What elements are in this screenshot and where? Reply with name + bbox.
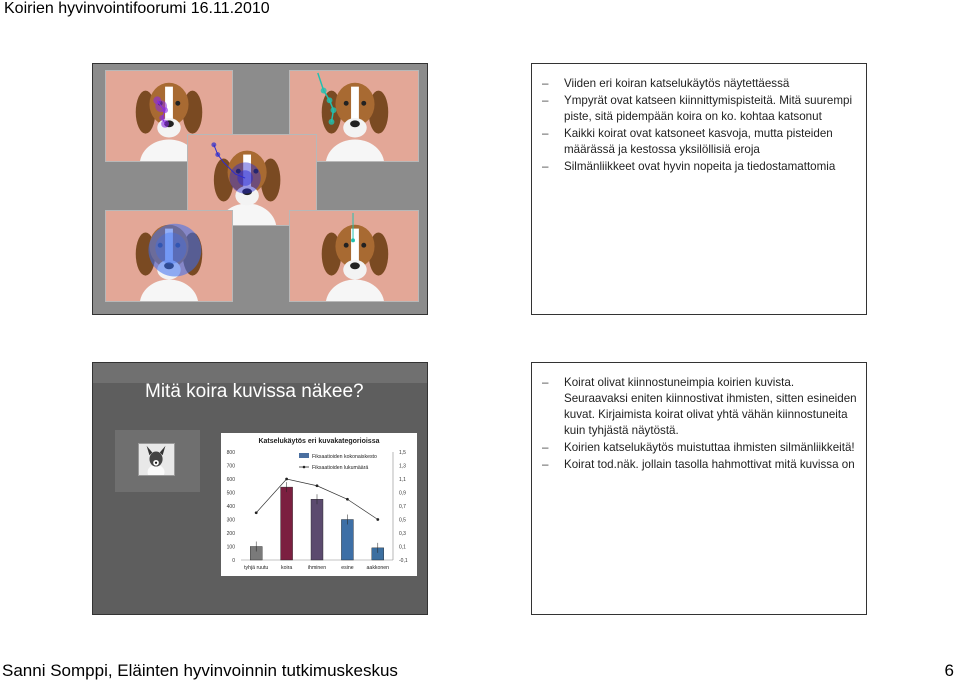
bullet-item: – Ympyrät ovat katseen kiinnittymispisteitä. Mitä suurempi piste, sitä pidempään koira on ko. kohtaa katsonut — [540, 93, 858, 125]
y-left-tick-label: 300 — [226, 517, 235, 524]
y-right-tick-label: 0,1 — [399, 544, 406, 551]
dog-thumbnail — [138, 443, 175, 476]
x-tick-label: koira — [280, 565, 293, 571]
title-banner — [93, 363, 427, 383]
bullet-list — [540, 76, 858, 176]
x-tick-label: aakkonen — [366, 565, 390, 571]
slide-what-dog-sees — [92, 362, 428, 615]
line-point — [285, 478, 288, 481]
legend-marker — [303, 466, 306, 469]
beagle-illustration — [106, 211, 232, 301]
bullet-item: – Kaikki koirat ovat katsoneet kasvoja, mutta pisteiden määrässä ja kestossa yksilöllisiä eroja — [540, 126, 858, 158]
y-left-tick-label: 600 — [226, 477, 235, 483]
y-left-tick-label: 0 — [232, 558, 235, 564]
page-number: 6 — [944, 661, 954, 680]
bar-esine — [341, 520, 353, 561]
chart-container — [221, 433, 417, 576]
dog-photo-4 — [105, 210, 233, 302]
y-right-tick-label: 1,5 — [399, 450, 406, 456]
y-right-tick-label: 1,3 — [399, 463, 406, 470]
slide-eye-tracking-text — [531, 63, 867, 315]
y-right-tick-label: 1,1 — [399, 477, 406, 483]
y-left-tick-label: 200 — [226, 531, 235, 537]
y-left-tick-label: 100 — [226, 544, 235, 551]
y-right-tick-label: 0,7 — [399, 504, 406, 510]
y-left-tick-label: 400 — [226, 504, 235, 510]
chart-title: Katselukäytös eri kuvakategorioissa — [258, 438, 380, 445]
bullet-item: – Koirien katselukäytös muistuttaa ihmisten silmänliikkeitä! — [540, 440, 858, 456]
dog-thumbnail-image — [139, 444, 174, 475]
bar-ihminen — [311, 499, 323, 560]
beagle-illustration — [290, 211, 418, 301]
line-point — [346, 498, 349, 501]
bullet-item: – Viiden eri koiran katselukäytös näytettäessä — [540, 76, 858, 92]
slide-conclusions — [531, 362, 867, 615]
bar-koira — [281, 487, 293, 560]
y-right-tick-label: 0,9 — [399, 490, 406, 497]
y-left-tick-label: 700 — [226, 463, 235, 470]
y-left-tick-label: 800 — [226, 450, 235, 456]
y-right-tick-label: 0,5 — [399, 517, 406, 524]
y-right-tick-label: -0,1 — [399, 558, 408, 564]
line-point — [316, 484, 319, 487]
slide-title: Mitä koira kuvissa näkee? — [145, 381, 364, 402]
bullet-item: – Silmänliikkeet ovat hyvin nopeita ja tiedostamattomia — [540, 159, 858, 175]
bullet-item: – Koirat olivat kiinnostuneimpia koirien kuvista. Seuraavaksi eniten kiinnostivat ihmisten, sitten esineiden kuvat. Kirjaimista koirat olivat yhtä vähän kiinnostuneita kuin tyhjästä näytöstä. — [540, 375, 858, 439]
legend-label: Fiksaatioiden kokonaiskesto — [312, 454, 377, 460]
legend-swatch-bar — [299, 453, 309, 458]
bullet-list — [540, 375, 858, 474]
line-point — [255, 511, 258, 514]
x-tick-label: ihminen — [307, 565, 327, 571]
y-right-tick-label: 0,3 — [399, 531, 406, 537]
x-tick-label: tyhjä ruutu — [244, 565, 269, 571]
dog-photo-5 — [289, 210, 419, 302]
document-header: Koirien hyvinvointifoorumi 16.11.2010 — [4, 0, 270, 17]
legend-label: Fiksaatioiden lukumäärä — [312, 465, 369, 471]
viewing-behaviour-chart — [221, 433, 417, 576]
line-point — [376, 518, 379, 521]
x-tick-label: esine — [341, 565, 354, 571]
document-footer: Sanni Somppi, Eläinten hyvinvoinnin tutkimuskeskus — [2, 661, 398, 680]
bullet-item: – Koirat tod.näk. jollain tasolla hahmottivat mitä kuvissa on — [540, 457, 858, 473]
y-left-tick-label: 500 — [226, 490, 235, 497]
slide-eye-tracking-images — [92, 63, 428, 315]
